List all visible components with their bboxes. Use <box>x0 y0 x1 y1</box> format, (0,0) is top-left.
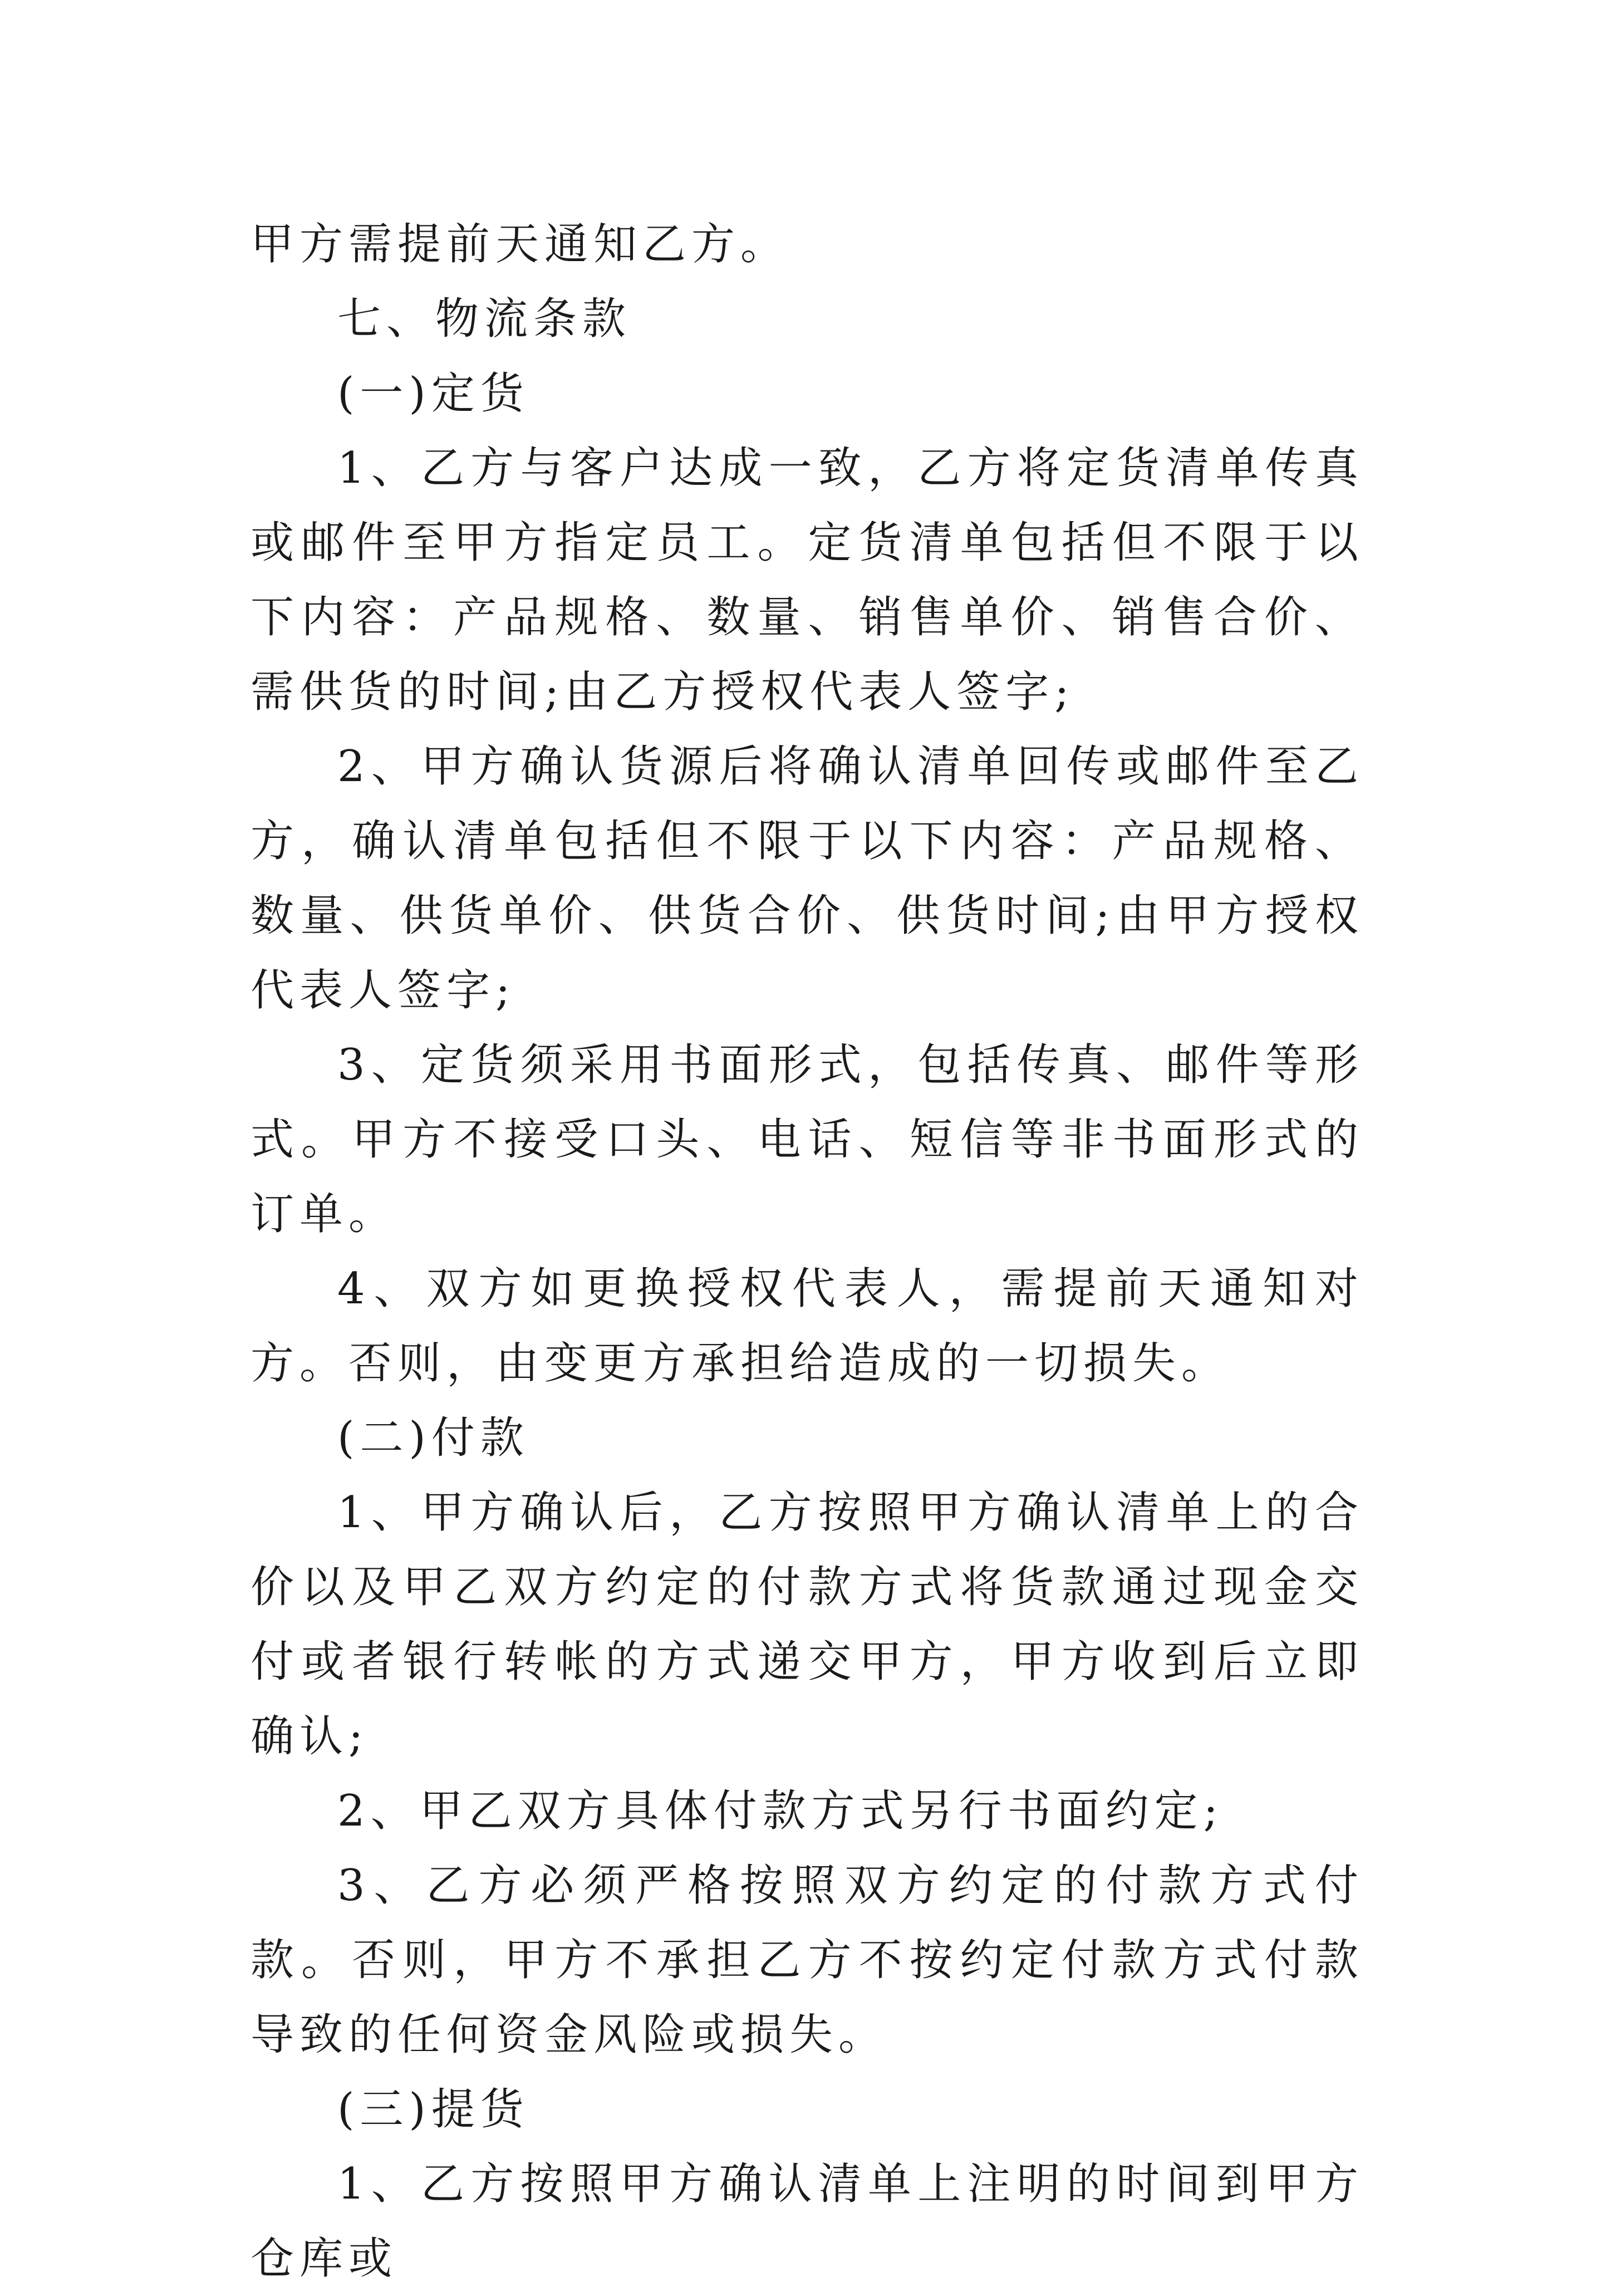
subheading-payment: (二)付款 <box>337 1413 529 1463</box>
document-body <box>251 207 1364 2296</box>
paragraph-payment-3: 3、乙方必须严格按照双方约定的付款方式付款。否则，甲方不承担乙方不按约定付款方式付款导致的任何资金风险或损失。 <box>251 1861 1364 2060</box>
subheading-ordering: (一)定货 <box>337 369 529 419</box>
paragraph-ordering-3: 3、定货须采用书面形式，包括传真、邮件等形式。甲方不接受口头、电话、短信等非书面形式的订单。 <box>251 1040 1364 1239</box>
paragraph-payment-1: 1、甲方确认后，乙方按照甲方确认清单上的合价以及甲乙双方约定的付款方式将货款通过现金交付或者银行转帐的方式递交甲方，甲方收到后立即确认; <box>251 1488 1364 1762</box>
subheading-pickup: (三)提货 <box>337 2084 529 2135</box>
section-heading-logistics: 七、物流条款 <box>337 294 632 344</box>
paragraph-ordering-4: 4、双方如更换授权代表人，需提前天通知对方。否则，由变更方承担给造成的一切损失。 <box>251 1264 1364 1389</box>
paragraph-pickup-1: 1、乙方按照甲方确认清单上注明的时间到甲方仓库或 <box>251 2159 1364 2284</box>
paragraph-payment-2: 2、甲乙双方具体付款方式另行书面约定; <box>337 1786 1224 1836</box>
paragraph-ordering-2: 2、甲方确认货源后将确认清单回传或邮件至乙方，确认清单包括但不限于以下内容：产品规格、数量、供货单价、供货合价、供货时间;由甲方授权代表人签字; <box>251 742 1364 1015</box>
paragraph-ordering-1: 1、乙方与客户达成一致，乙方将定货清单传真或邮件至甲方指定员工。定货清单包括但不限于以下内容：产品规格、数量、销售单价、销售合价、需供货的时间;由乙方授权代表人签字; <box>251 443 1364 717</box>
paragraph-notice-continuation: 甲方需提前天通知乙方。 <box>251 219 790 269</box>
